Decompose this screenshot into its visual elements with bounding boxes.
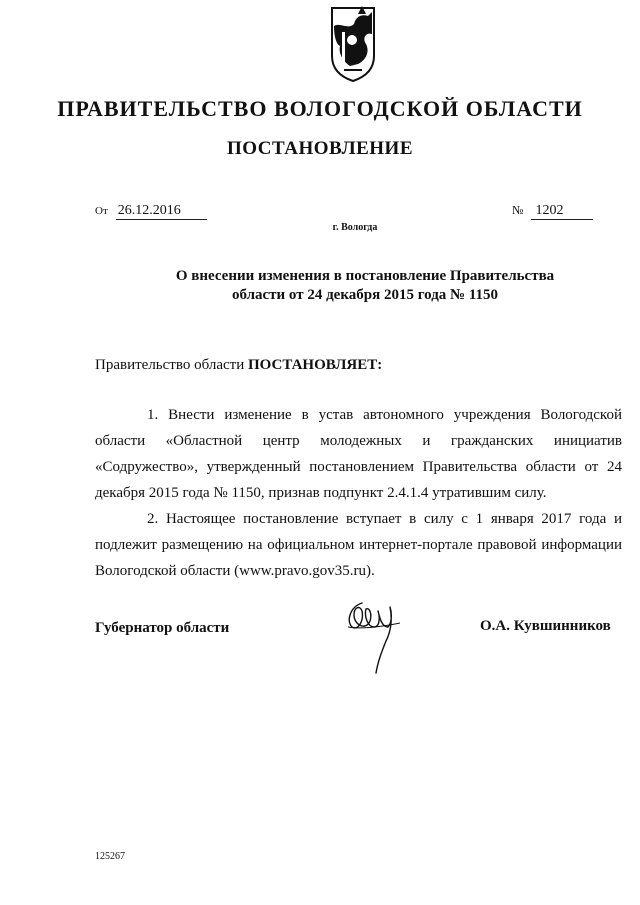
subject-line: области от 24 декабря 2015 года № 1150	[231, 287, 499, 303]
document-number: 1202	[531, 203, 593, 220]
document-code: 125267	[95, 851, 125, 862]
preamble-text: Правительство области	[95, 357, 248, 373]
document-type: ПОСТАНОВЛЕНИЕ	[226, 138, 414, 159]
paragraph: 1. Внести изменение в устав автономного учреждения Вологодской области «Областной центр молодежных и гражданских инициатив «Содружество», утвержденный постановлением Правительства области от 24 декабря 2015 года № 1150, признав подпункт 2.4.1.4 утратившим силу.	[95, 407, 622, 501]
number-block	[512, 203, 593, 220]
handwritten-signature	[340, 597, 410, 675]
subject-line: О внесении изменения в постановление Правительства	[175, 268, 555, 284]
document-date: 26.12.2016	[116, 203, 207, 220]
date-block	[95, 203, 207, 220]
signatory-position: Губернатор области	[95, 620, 230, 636]
paragraph: 2. Настоящее постановление вступает в силу с 1 января 2017 года и подлежит размещению на официальном интернет-портале правовой информации Вологодской области (www.pravo.gov35.ru).	[95, 511, 622, 579]
preamble-keyword: ПОСТАНОВЛЯЕТ:	[247, 357, 383, 373]
city-label: г. Вологда	[332, 222, 378, 233]
document-subject	[150, 267, 580, 305]
preamble	[95, 357, 382, 374]
signatory-name: О.А. Кувшинников	[480, 618, 611, 634]
number-prefix: №	[512, 203, 524, 217]
coat-of-arms-icon	[328, 4, 378, 84]
document-body	[95, 402, 622, 584]
date-prefix: От	[95, 205, 108, 217]
organization-title: ПРАВИТЕЛЬСТВО ВОЛОГОДСКОЙ ОБЛАСТИ	[57, 96, 583, 121]
